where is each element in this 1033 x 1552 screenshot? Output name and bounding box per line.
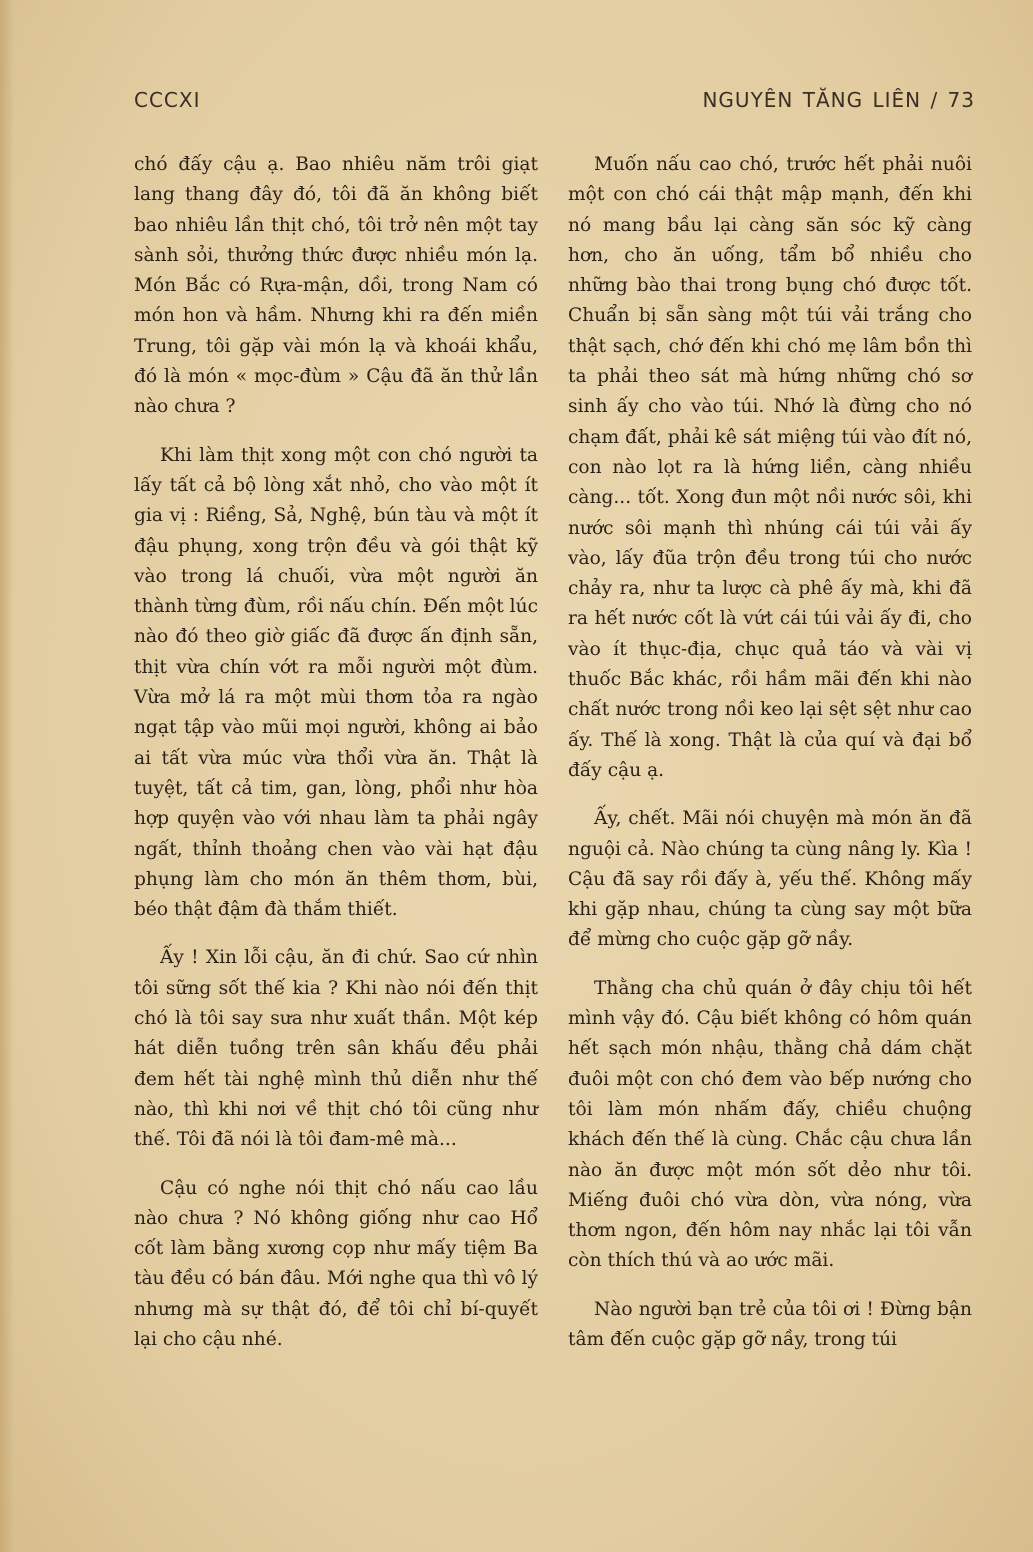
- header-author-page-number: NGUYÊN TĂNG LIÊN / 73: [702, 88, 975, 112]
- header-roman-numeral: CCCXI: [134, 88, 201, 112]
- paragraph: Ấy ! Xin lỗi cậu, ăn đi chứ. Sao cứ nhìn tôi sững sốt thế kia ? Khi nào nói đến thịt chó là tôi say sưa như xuất thần. Một kép hát diễn tuồng trên sân khấu đều phải đem hết tài nghệ mình thủ diễn như thế nào, thì khi nơi về thịt chó tôi cũng như thế. Tôi đã nói là tôi đam-mê mà...: [134, 947, 538, 1151]
- paragraph: Muốn nấu cao chó, trước hết phải nuôi một con chó cái thật mập mạnh, đến khi nó mang bầu lại càng săn sóc kỹ càng hơn, cho ăn uống, tẩm bổ nhiều cho những bào thai trong bụng chó được tốt. Chuẩn bị sẵn sàng một túi vải trắng cho thật sạch, chớ đến khi chó mẹ lâm bồn thì ta phải theo sát mà hứng những chó sơ sinh ấy cho vào túi. Nhớ là đừng cho nó chạm đất, phải kê sát miệng túi vào đít nó, con nào lọt ra là hứng liền, càng nhiều càng... tốt. Xong đun một nồi nước sôi, khi nước sôi mạnh thì nhúng cái túi vải ấy vào, lấy đũa trộn đều trong túi cho nước chảy ra, như ta lược cà phê ấy mà, khi đã ra hết nước cốt là vứt cái túi vải ấy đi, cho vào ít thục-địa, chục quả táo và vài vị thuốc Bắc khác, rồi hầm mãi đến khi nào chất nước trong nồi keo lại sệt sệt như cao ấy. Thế là xong. Thật là của quí và đại bổ đấy cậu ạ.: [568, 154, 972, 781]
- paragraph: chó đấy cậu ạ. Bao nhiêu năm trôi giạt lang thang đây đó, tôi đã ăn không biết bao nhiêu lần thịt chó, tôi trở nên một tay sành sỏi, thưởng thức được nhiều món lạ. Món Bắc có Rựa-mận, dồi, trong Nam có món hon và hầm. Nhưng khi ra đến miền Trung, tôi gặp vài món lạ và khoái khẩu, đó là món « mọc-đùm » Cậu đã ăn thử lần nào chưa ?: [134, 154, 538, 418]
- paragraph: Ấy, chết. Mãi nói chuyện mà món ăn đã nguội cả. Nào chúng ta cùng nâng ly. Kìa ! Cậu đã say rồi đấy à, yếu thế. Không mấy khi gặp nhau, chúng ta cùng say một bữa để mừng cho cuộc gặp gỡ nầy.: [568, 808, 972, 951]
- paragraph: Thằng cha chủ quán ở đây chịu tôi hết mình vậy đó. Cậu biết không có hôm quán hết sạch món nhậu, thằng chả dám chặt đuôi một con chó đem vào bếp nướng cho tôi làm món nhấm đấy, chiều chuộng khách đến thế là cùng. Chắc cậu chưa lần nào ăn được một món sốt dẻo như tôi. Miếng đuôi chó vừa dòn, vừa nóng, vừa thơm ngon, đến hôm nay nhắc lại tôi vẫn còn thích thú và ao ước mãi.: [568, 977, 972, 1272]
- page-edge-shadow: [0, 0, 14, 1552]
- paragraph: Cậu có nghe nói thịt chó nấu cao lầu nào chưa ? Nó không giống như cao Hổ cốt làm bằng xương cọp như mấy tiệm Ba tàu đều có bán đâu. Mới nghe qua thì vô lý nhưng mà sự thật đó, để tôi chỉ bí-quyết lại cho cậu nhé.: [134, 1177, 538, 1350]
- right-column: [568, 150, 972, 1373]
- paragraph: Khi làm thịt xong một con chó người ta lấy tất cả bộ lòng xắt nhỏ, cho vào một ít gia vị : Riềng, Sả, Nghệ, bún tàu và một ít đậu phụng, xong trộn đều và gói thật kỹ vào trong lá chuối, vừa một người ăn thành từng đùm, rồi nấu chín. Đến một lúc nào đó theo giờ giấc đã được ấn định sẵn, thịt vừa chín vớt ra mỗi người một đùm. Vừa mở lá ra một mùi thơm tỏa ra ngào ngạt tập vào mũi mọi người, không ai bảo ai tất vừa múc vừa thổi vừa ăn. Thật là tuyệt, tất cả tim, gan, lòng, phổi như hòa hợp quyện vào với nhau làm ta phải ngây ngất, thỉnh thoảng chen vào vài hạt đậu phụng làm cho món ăn thêm thơm, bùi, béo thật đậm đà thắm thiết.: [134, 444, 538, 921]
- page-header: [134, 88, 975, 122]
- left-column: [134, 150, 538, 1373]
- paragraph: Nào người bạn trẻ của tôi ơi ! Đừng bận tâm đến cuộc gặp gỡ nầy, trong túi: [568, 1298, 972, 1350]
